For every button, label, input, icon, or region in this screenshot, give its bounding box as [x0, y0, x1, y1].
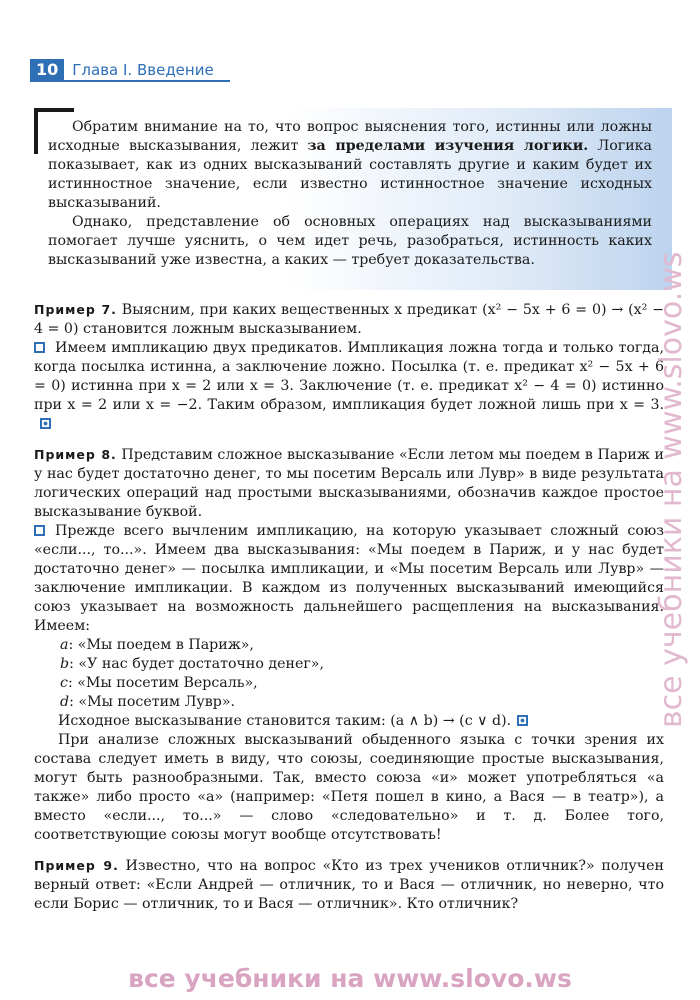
example-label: Пример 8. [34, 447, 117, 462]
example-8-result: Исходное высказывание становится таким: (a ∧ b) → (c ∨ d). [34, 712, 664, 731]
example-8-solution: Прежде всего вычленим импликацию, на которую указывает сложный союз «если..., то...». Имеем два высказывания: «Мы поедем в Париж, и у нас будет достаточно денег» — посылка импликации, и «Мы посетим Версаль или Лувр» — заключение импликации. В каждом из полученных высказываний имеющийся союз указывает на возможность дальнейшего расщепления на высказывания. Имеем: [34, 523, 664, 634]
list-item: d: «Мы посетим Лувр». [60, 694, 236, 710]
statement-list [34, 636, 664, 712]
solution-start-icon [34, 525, 45, 536]
example-7: Пример 7. Выясним, при каких вещественных x предикат (x² − 5x + 6 = 0) → (x² − 4 = 0) становится ложным высказыванием. [34, 302, 665, 337]
box-corner-mark [34, 108, 38, 154]
example-7-solution: Имеем импликацию двух предикатов. Импликация ложна тогда и только тогда, когда посылка истинна, а заключение ложно. Посылка (т. е. предикат x² − 5x + 6 = 0) истинна при x = 2 или x = 3. Заключение (т. е. предикат x² − 4 = 0) истинно при x = 2 или x = −2. Таким образом, импликация будет ложной лишь при x = 3. [34, 339, 664, 434]
list-item: b: «У нас будет достаточно денег», [60, 656, 324, 672]
example-label: Пример 7. [34, 302, 117, 317]
page-header [30, 58, 214, 82]
box-corner-mark-h [34, 108, 74, 112]
box-paragraph-1: Обратим внимание на то, что вопрос выяснения того, истинны или ложны исходные высказывания, лежит за пределами изучения логики. Логика показывает, как из одних высказываний составлять другие и каким будет их истинностное значение, если известно истинностное значение исходных высказываний. [48, 119, 652, 211]
bold-phrase: за пределами изучения логики. [307, 138, 589, 154]
example-9: Пример 9. Известно, что на вопрос «Кто из трех учеников отличник?» получен верный ответ: «Если Андрей — отличник, то и Вася — отличник, но неверно, что если Борис — отличник, то и Вася — отличник». Кто отличник? [34, 858, 664, 912]
list-item: c: «Мы посетим Версаль», [60, 675, 258, 691]
chapter-title: Глава I. Введение [72, 61, 214, 79]
main-text [34, 300, 664, 914]
side-watermark: все учебники на www.slovo.ws [654, 251, 689, 729]
paragraph: При анализе сложных высказываний обыденного языка с точки зрения их состава следует иметь в виду, что союзы, соединяющие простые высказывания, могут быть разнообразными. Так, вместо союза «и» может употребляться «а также» либо просто «а» (например: «Петя пошел в кино, а Вася — в театр»), а вместо «если..., то...» — слово «следовательно» и т. д. Более того, соответствующие союзы могут вообще отсутствовать! [34, 732, 664, 843]
solution-end-icon [40, 418, 51, 429]
example-8: Пример 8. Представим сложное высказывание «Если летом мы поедем в Париж и у нас будет достаточно денег, то мы посетим Версаль или Лувр» в виде результата логических операций над простыми высказываниями, обозначив каждое простое высказывание буквой. [34, 447, 665, 520]
header-rule [30, 80, 230, 82]
page-number: 10 [30, 59, 64, 81]
solution-end-icon [517, 715, 528, 726]
example-label: Пример 9. [34, 858, 119, 873]
list-item: a: «Мы поедем в Париж», [60, 637, 254, 653]
highlight-box-text [48, 118, 652, 270]
box-paragraph-2: Однако, представление об основных операциях над высказываниями помогает лучше уяснить, о чем идет речь, разобраться, истинность каких высказываний уже известна, а каких — требует доказательства. [48, 214, 652, 268]
solution-start-icon [34, 342, 45, 353]
bottom-watermark: все учебники на www.slovo.ws [128, 964, 572, 993]
